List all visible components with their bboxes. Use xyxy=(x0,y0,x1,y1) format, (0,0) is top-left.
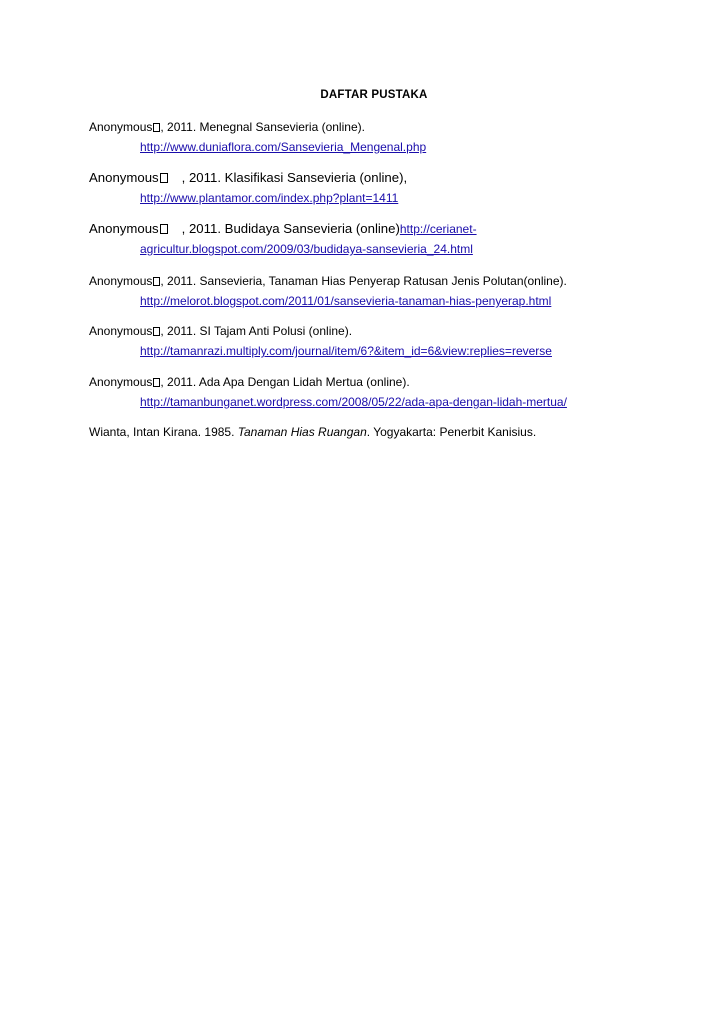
reference-text: , 2011. Budidaya Sansevieria (online) xyxy=(181,221,400,236)
reference-author: Anonymous xyxy=(89,120,153,134)
reference-author: Anonymous xyxy=(89,274,153,288)
reference-text: , 2011. Klasifikasi Sansevieria (online), xyxy=(181,170,408,185)
reference-author: Wianta, Intan Kirana. 1985. xyxy=(89,425,238,439)
reference-author: Anonymous xyxy=(89,170,159,185)
reference-text: . Yogyakarta: Penerbit Kanisius. xyxy=(366,425,537,439)
reference-entry xyxy=(89,168,649,208)
reference-link[interactable]: http://tamanrazi.multiply.com/journal/item/6?&item_id=6&view:replies=reverse xyxy=(140,344,552,358)
reference-entry xyxy=(89,422,649,442)
missing-glyph-icon xyxy=(160,173,168,183)
reference-link[interactable]: http://melorot.blogspot.com/2011/01/sansevieria-tanaman-hias-penyerap.html xyxy=(140,294,552,308)
reference-entry xyxy=(89,117,649,157)
reference-text: , 2011. Menegnal Sansevieria (online). xyxy=(160,120,365,134)
reference-book-title: Tanaman Hias Ruangan xyxy=(237,425,367,439)
reference-link[interactable]: http://www.duniaflora.com/Sansevieria_Mengenal.php xyxy=(140,140,427,154)
reference-link-continuation[interactable]: agricultur.blogspot.com/2009/03/budidaya-sansevieria_24.html xyxy=(140,242,473,256)
reference-link[interactable]: http://www.plantamor.com/index.php?plant=1411 xyxy=(140,191,399,205)
reference-entry xyxy=(89,372,649,412)
reference-author: Anonymous xyxy=(89,221,159,236)
reference-author: Anonymous xyxy=(89,324,153,338)
reference-link[interactable]: http://cerianet- xyxy=(399,222,477,236)
reference-entry xyxy=(89,271,649,311)
page-title: DAFTAR PUSTAKA xyxy=(320,89,428,101)
reference-text: , 2011. SI Tajam Anti Polusi (online). xyxy=(160,324,353,338)
reference-author: Anonymous xyxy=(89,375,153,389)
reference-link[interactable]: http://tamanbunganet.wordpress.com/2008/05/22/ada-apa-dengan-lidah-mertua/ xyxy=(140,395,567,409)
reference-entry xyxy=(89,321,649,361)
reference-text: , 2011. Sansevieria, Tanaman Hias Penyerap Ratusan Jenis Polutan(online). xyxy=(160,274,567,288)
reference-text: , 2011. Ada Apa Dengan Lidah Mertua (online). xyxy=(160,375,410,389)
missing-glyph-icon xyxy=(160,224,168,234)
reference-entry xyxy=(89,219,649,259)
